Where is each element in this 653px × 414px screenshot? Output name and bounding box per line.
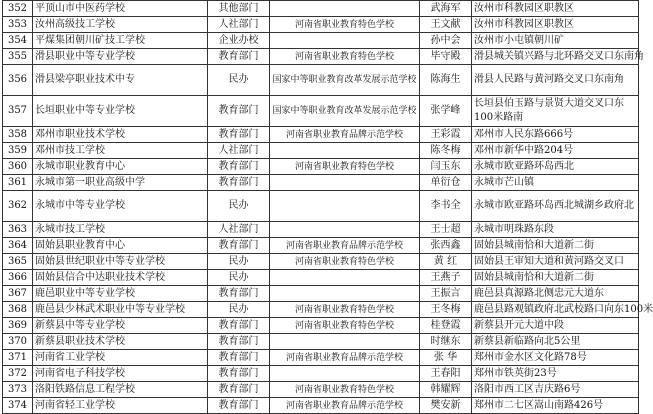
cell-project: 河南省职业教育品牌示范学校: [270, 398, 420, 414]
cell-address: 郑州市二七区嵩山南路426号: [472, 398, 639, 414]
cell-department: 人社部门: [208, 222, 270, 238]
cell-contact: 李书全: [420, 191, 472, 222]
cell-department: 人社部门: [208, 17, 270, 33]
cell-address: 永城市欧亚路环岛西北: [472, 159, 639, 175]
cell-number: 362: [3, 191, 33, 222]
cell-contact: 樊安新: [420, 398, 472, 414]
cell-project: 河南省职业教育特色学校: [270, 318, 420, 334]
cell-department: 教育部门: [208, 96, 270, 127]
cell-number: 373: [3, 382, 33, 398]
cell-department: 教育部门: [208, 366, 270, 382]
cell-address: 汝州市小屯镇朝川矿: [472, 33, 639, 49]
cell-school-name: 平顶山市中医药学校: [33, 1, 208, 17]
cell-project: [270, 366, 420, 382]
cell-department: 民办: [208, 302, 270, 318]
cell-school-name: 固始县职业教育中心: [33, 238, 208, 254]
cell-school-name: 固始县信合中达职业技术学校: [33, 270, 208, 286]
cell-number: 371: [3, 350, 33, 366]
cell-address: 固始县城南恰和大道新二街: [472, 270, 639, 286]
cell-address: 滑县城关镇兴路与北环路交叉口东南角: [472, 49, 639, 65]
cell-address: 邓州市新华中路204号: [472, 143, 639, 159]
cell-school-name: 滑县梁亭职业技术中专: [33, 65, 208, 96]
cell-address: 郑州市金水区文化路78号: [472, 350, 639, 366]
cell-number: 372: [3, 366, 33, 382]
table-row: [3, 17, 639, 33]
cell-school-name: 鹿邑职业中等专业学校: [33, 286, 208, 302]
table-row: [3, 175, 639, 191]
cell-project: 河南省职业教育特色学校: [270, 302, 420, 318]
cell-department: 其他部门: [208, 1, 270, 17]
cell-address: 汝州市科教园区职教区: [472, 17, 639, 33]
table-row: [3, 159, 639, 175]
cell-project: [270, 143, 420, 159]
cell-contact: 王士超: [420, 222, 472, 238]
cell-contact: 张西鑫: [420, 238, 472, 254]
cell-school-name: 洛阳铁路信息工程学校: [33, 382, 208, 398]
cell-contact: 王燕子: [420, 270, 472, 286]
cell-project: 河南省职业教育特色学校: [270, 159, 420, 175]
cell-contact: 孙中会: [420, 33, 472, 49]
cell-address: 新蔡县新临路向北5公里: [472, 334, 639, 350]
cell-department: 教育部门: [208, 238, 270, 254]
table-row: [3, 49, 639, 65]
cell-project: 河南省职业教育品牌示范学校: [270, 238, 420, 254]
cell-number: 364: [3, 238, 33, 254]
cell-address: 邓州市人民东路666号: [472, 127, 639, 143]
cell-contact: 武海军: [420, 1, 472, 17]
cell-contact: 闫玉东: [420, 159, 472, 175]
cell-project: [270, 175, 420, 191]
cell-number: 352: [3, 1, 33, 17]
cell-number: 363: [3, 222, 33, 238]
cell-number: 369: [3, 318, 33, 334]
table-row: [3, 238, 639, 254]
cell-address: 长垣县伯玉路与景贤大道交叉口东100米路南: [472, 96, 639, 127]
table-row: [3, 318, 639, 334]
cell-address: 洛阳市西工区吉庆路6号: [472, 382, 639, 398]
cell-number: 355: [3, 49, 33, 65]
cell-contact: 时继东: [420, 334, 472, 350]
cell-number: 374: [3, 398, 33, 414]
cell-department: 教育部门: [208, 127, 270, 143]
cell-address: 永城市芒山镇: [472, 175, 639, 191]
cell-department: 民办: [208, 65, 270, 96]
cell-school-name: 河南省电子科技学校: [33, 366, 208, 382]
table-row: [3, 302, 639, 318]
cell-contact: 王彩霞: [420, 127, 472, 143]
cell-project: [270, 33, 420, 49]
cell-project: 河南省职业教育特色学校: [270, 254, 420, 270]
cell-number: 367: [3, 286, 33, 302]
cell-address: 固始县城南恰和大道新二街: [472, 238, 639, 254]
cell-department: 教育部门: [208, 382, 270, 398]
cell-department: 民办: [208, 254, 270, 270]
cell-school-name: 新蔡县职业技术学校: [33, 334, 208, 350]
table-row: [3, 334, 639, 350]
cell-department: 教育部门: [208, 175, 270, 191]
cell-department: 教育部门: [208, 334, 270, 350]
cell-school-name: 汝州高级技工学校: [33, 17, 208, 33]
table-row: [3, 33, 639, 49]
table-row: [3, 127, 639, 143]
cell-school-name: 河南省工业学校: [33, 350, 208, 366]
cell-school-name: 滑县职业中等专业学校: [33, 49, 208, 65]
table-row: [3, 1, 639, 17]
table-row: [3, 254, 639, 270]
cell-school-name: 河南省轻工业学校: [33, 398, 208, 414]
cell-project: [270, 286, 420, 302]
cell-department: 民办: [208, 270, 270, 286]
cell-school-name: 固始县世纪职业中等专业学校: [33, 254, 208, 270]
cell-department: 人社部门: [208, 143, 270, 159]
table-row: [3, 143, 639, 159]
cell-contact: 王冬梅: [420, 302, 472, 318]
school-list-table-container: [2, 0, 653, 411]
cell-school-name: 新蔡县中等专业学校: [33, 318, 208, 334]
cell-contact: 王春阳: [420, 366, 472, 382]
cell-school-name: 邓州市技工学校: [33, 143, 208, 159]
table-row: [3, 286, 639, 302]
table-row: [3, 366, 639, 382]
cell-project: [270, 334, 420, 350]
cell-project: 河南省职业教育品牌示范学校: [270, 350, 420, 366]
cell-school-name: 永城市中等专业学校: [33, 191, 208, 222]
cell-address: 滑县人民路与黄河路交叉口东南角: [472, 65, 639, 96]
cell-number: 356: [3, 65, 33, 96]
cell-department: 教育部门: [208, 49, 270, 65]
cell-project: 河南省职业教育特色学校: [270, 17, 420, 33]
cell-number: 360: [3, 159, 33, 175]
cell-department: 教育部门: [208, 398, 270, 414]
cell-contact: 单衍仓: [420, 175, 472, 191]
cell-address: 永城市欧亚路环岛西北城湖乡政府北: [472, 191, 639, 222]
cell-number: 365: [3, 254, 33, 270]
cell-contact: 毕守殿: [420, 49, 472, 65]
cell-address: 永城市明珠路东段: [472, 222, 639, 238]
cell-number: 358: [3, 127, 33, 143]
cell-project: 河南省职业教育特色学校: [270, 382, 420, 398]
cell-address: 新蔡县开元大道中段: [472, 318, 639, 334]
cell-address: 固始县王审知大道和黄河路交叉口: [472, 254, 639, 270]
cell-contact: 韩耀辉: [420, 382, 472, 398]
cell-number: 366: [3, 270, 33, 286]
cell-number: 370: [3, 334, 33, 350]
cell-department: 民办: [208, 191, 270, 222]
cell-project: 国家中等职业教育改革发展示范学校: [270, 96, 420, 127]
cell-number: 353: [3, 17, 33, 33]
cell-project: 河南省职业教育特色学校: [270, 49, 420, 65]
school-list-table: [2, 0, 653, 414]
cell-project: 河南省职业教育品牌示范学校: [270, 127, 420, 143]
cell-address: 鹿邑县真源路北侧忠元大道东: [472, 286, 639, 302]
cell-school-name: 邓州市职业技术学校: [33, 127, 208, 143]
cell-school-name: 永城市第一职业高级中学: [33, 175, 208, 191]
table-row: [3, 270, 639, 286]
table-row: [3, 398, 639, 414]
cell-address: 汝州市科教园区职教区: [472, 1, 639, 17]
cell-number: 357: [3, 96, 33, 127]
cell-department: 企业办校: [208, 33, 270, 49]
cell-department: 教育部门: [208, 318, 270, 334]
cell-department: 教育部门: [208, 350, 270, 366]
cell-contact: 陈冬梅: [420, 143, 472, 159]
cell-contact: 王振言: [420, 286, 472, 302]
cell-project: [270, 270, 420, 286]
cell-address: 郑州市铁英街23号: [472, 366, 639, 382]
cell-school-name: 长垣职业中等专业学校: [33, 96, 208, 127]
table-row: [3, 222, 639, 238]
cell-project: [270, 222, 420, 238]
table-row: [3, 96, 639, 127]
cell-project: [270, 1, 420, 17]
cell-school-name: 平煤集团朝川矿技工学校: [33, 33, 208, 49]
cell-project: 国家中等职业教育改革发展示范学校: [270, 65, 420, 96]
cell-school-name: 永城市职业教育中心: [33, 159, 208, 175]
cell-number: 359: [3, 143, 33, 159]
cell-school-name: 鹿邑县少林武术职业中等专业学校: [33, 302, 208, 318]
cell-contact: 黄 红: [420, 254, 472, 270]
cell-address: 鹿邑县路观镇政府北武校路口向东100米: [472, 302, 639, 318]
cell-project: [270, 191, 420, 222]
table-row: [3, 382, 639, 398]
cell-contact: 王文献: [420, 17, 472, 33]
cell-department: 教育部门: [208, 286, 270, 302]
cell-contact: 桂登霞: [420, 318, 472, 334]
cell-department: 教育部门: [208, 159, 270, 175]
table-row: [3, 65, 639, 96]
cell-number: 361: [3, 175, 33, 191]
cell-contact: 张 华: [420, 350, 472, 366]
cell-number: 354: [3, 33, 33, 49]
cell-contact: 陈海生: [420, 65, 472, 96]
table-row: [3, 350, 639, 366]
table-row: [3, 191, 639, 222]
cell-contact: 张学峰: [420, 96, 472, 127]
school-list-body: [3, 1, 653, 414]
cell-number: 368: [3, 302, 33, 318]
cell-school-name: 永城市技工学校: [33, 222, 208, 238]
